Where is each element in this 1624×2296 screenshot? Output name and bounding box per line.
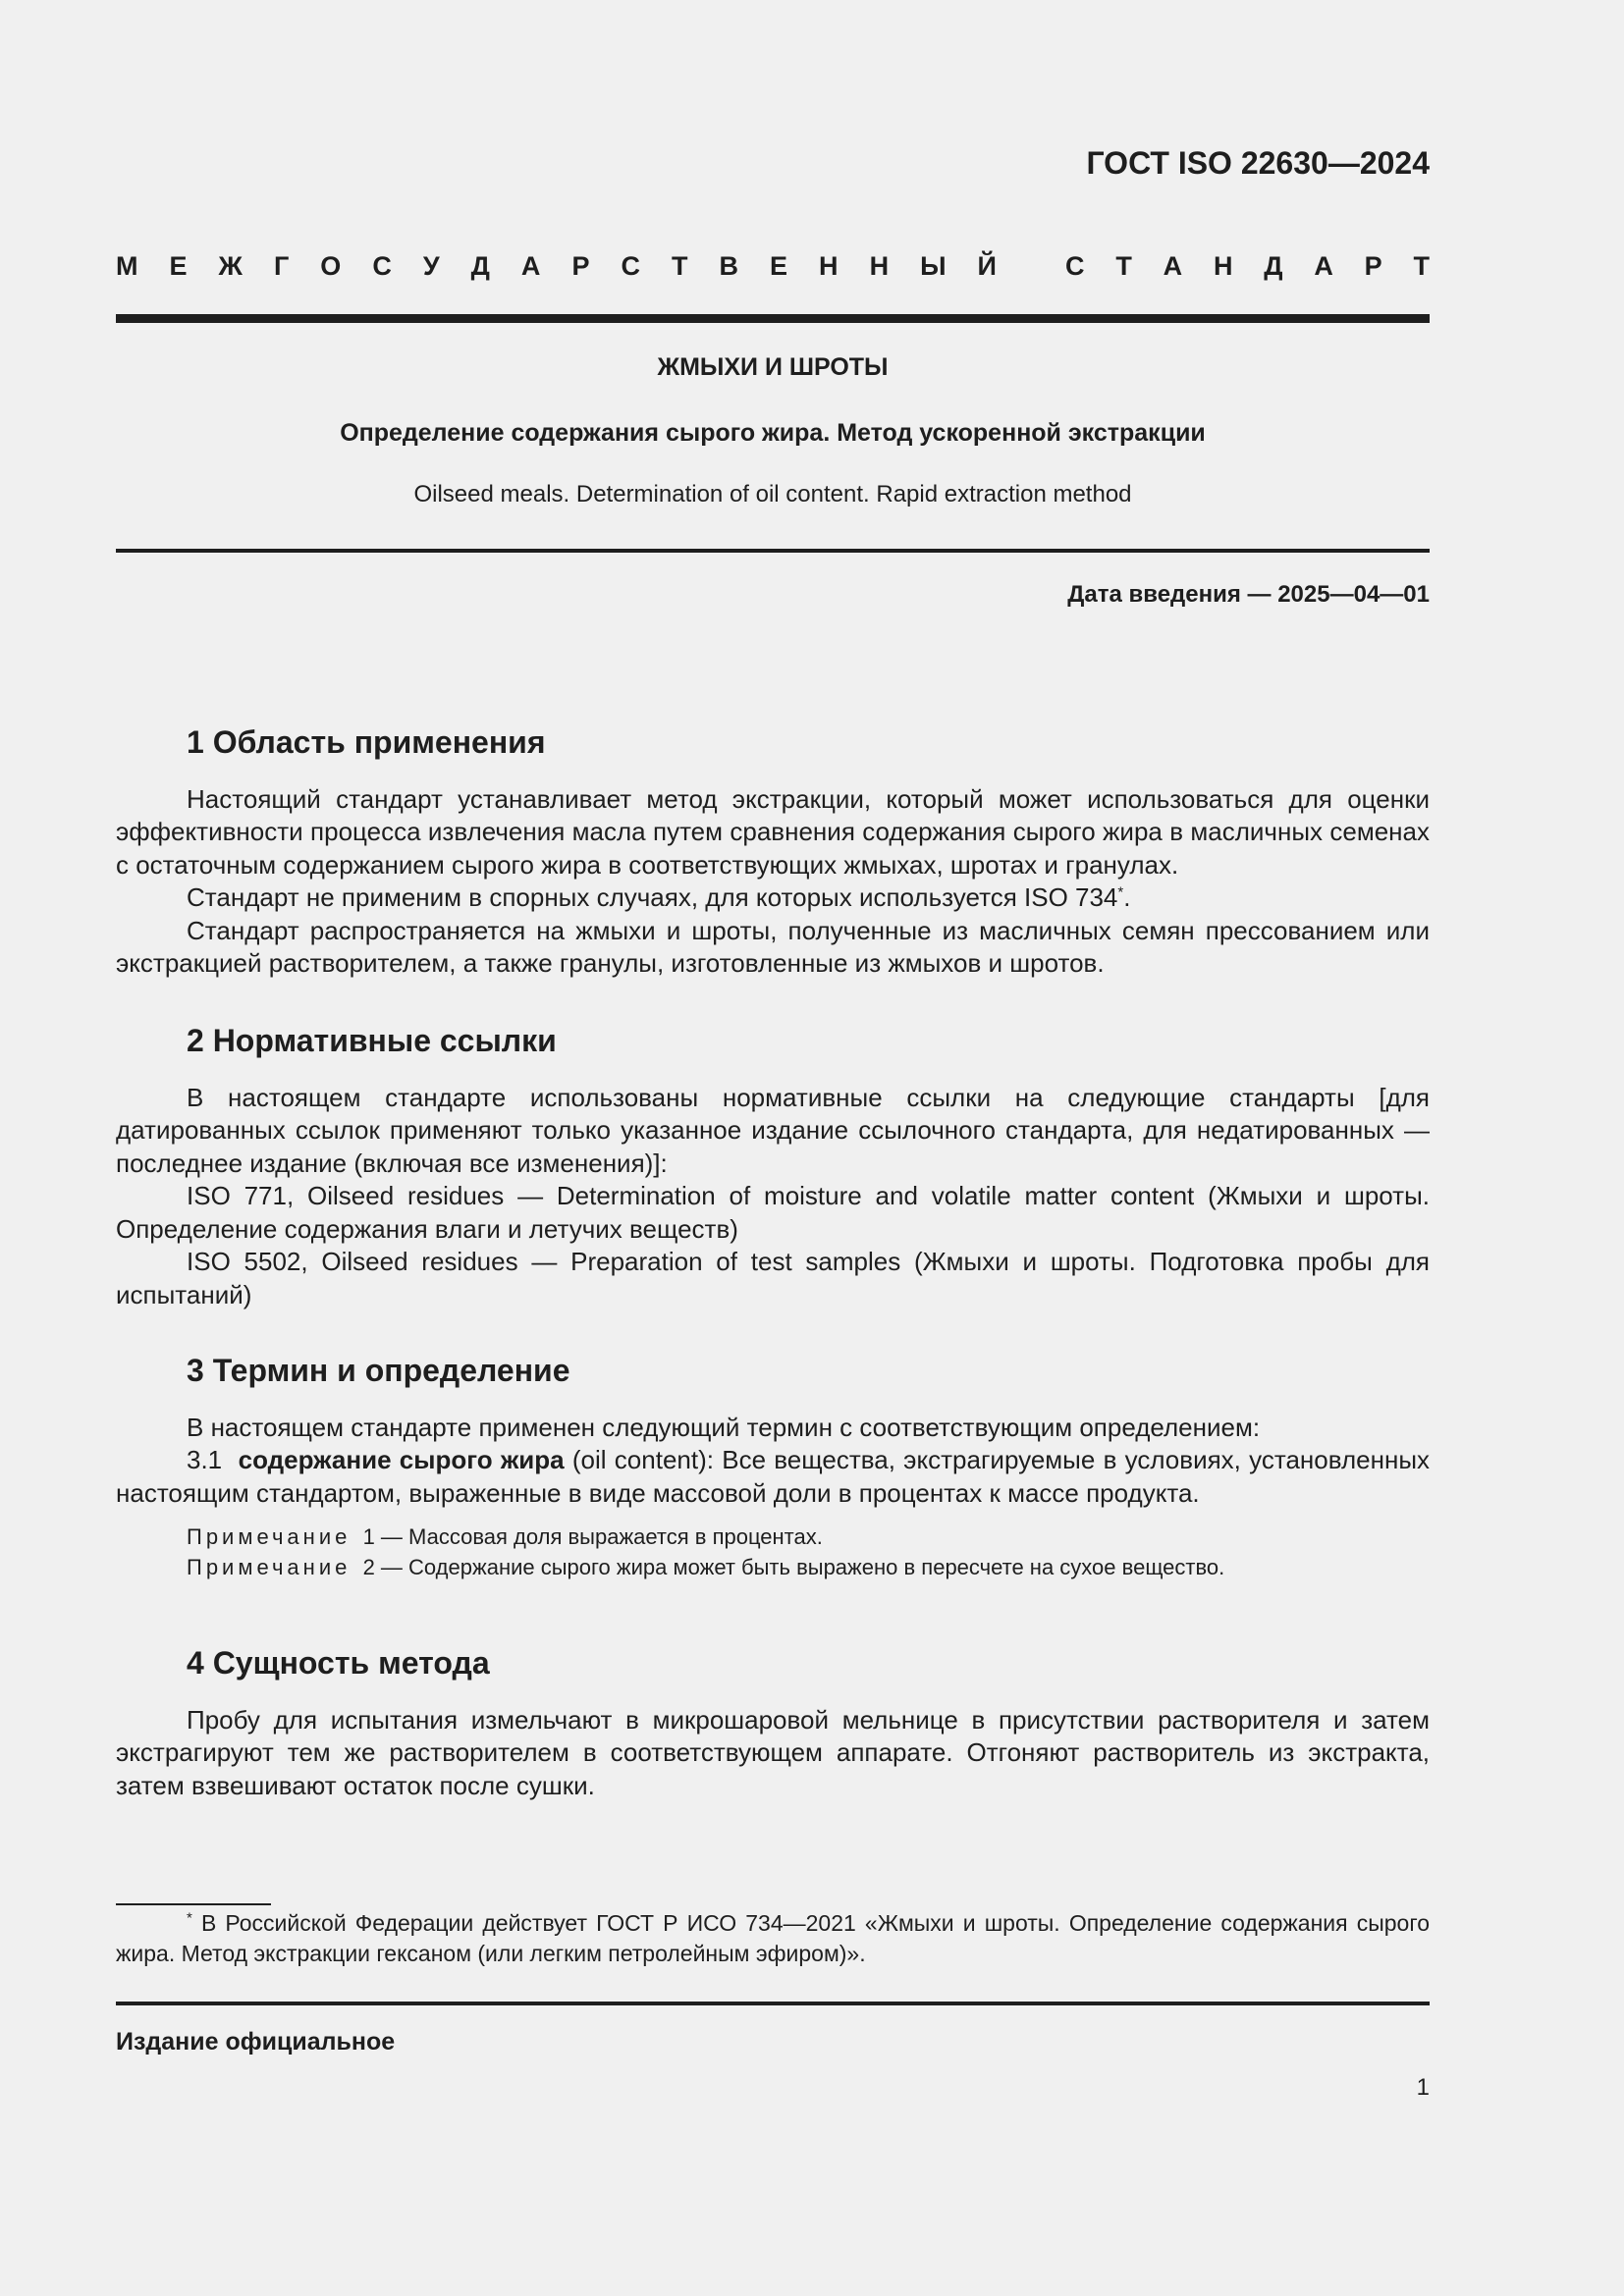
banner-letter: Н [869, 251, 890, 281]
footnote-marker: * [1117, 883, 1124, 901]
banner-word-interstate [116, 251, 997, 287]
banner-letter: А [1314, 251, 1333, 281]
document-title: ЖМЫХИ И ШРОТЫ [657, 353, 889, 381]
section-scope [116, 726, 1430, 981]
paragraph-end: . [1123, 882, 1131, 912]
reference-item: ISO 5502, Oilseed residues — Preparation of test samples (Жмыхи и шроты. Подготовка пробы для испытаний) [116, 1247, 1430, 1309]
definition [116, 1444, 1430, 1510]
banner-letter: Д [470, 251, 490, 281]
reference-item: ISO 771, Oilseed residues — Determination of moisture and volatile matter content (Жмыхи и шроты. Определение содержания влаги и летучих веществ) [116, 1181, 1430, 1244]
banner-letter: Т [1413, 251, 1430, 281]
banner-letter: М [116, 251, 138, 281]
note-text: 1 — Массовая доля выражается в процентах. [362, 1524, 823, 1549]
banner-letter: В [719, 251, 738, 281]
paragraph: Стандарт распространяется на жмыхи и шроты, полученные из масличных семян прессованием или экстракцией растворителем, а также гранулы, изготовленные из жмыхов и шротов. [116, 915, 1430, 978]
banner-letter: Н [1213, 251, 1233, 281]
definition-number: 3.1 [187, 1445, 223, 1474]
definition-term: содержание сырого жира [238, 1445, 565, 1474]
footer-divider [116, 2002, 1430, 2005]
banner-letter: А [520, 251, 541, 281]
banner-letter: Ж [218, 251, 243, 281]
section-heading: 4 Сущность метода [187, 1645, 490, 1681]
banner-letter: Н [819, 251, 839, 281]
document-subtitle: Определение содержания сырого жира. Метод ускоренной экстракции [340, 419, 1206, 447]
header-divider [116, 314, 1430, 323]
note-text: 2 — Содержание сырого жира может быть выражено в пересчете на сухое вещество. [362, 1555, 1225, 1579]
paragraph: В настоящем стандарте применен следующий термин с соответствующим определением: [187, 1412, 1261, 1442]
section-method-principle [116, 1647, 1430, 1802]
definition-text: (oil content): Все вещества, экстрагируемые в условиях, установленных настоящим стандартом, выраженные в виде массовой доли в процентах к массе продукта. [116, 1445, 1431, 1508]
banner-letter: С [621, 251, 640, 281]
banner-letter: С [372, 251, 392, 281]
banner-letter: Е [770, 251, 788, 281]
paragraph-text: Стандарт не применим в спорных случаях, для которых используется ISO 734 [187, 882, 1118, 912]
note-1 [116, 1522, 1430, 1552]
banner-letter: О [320, 251, 342, 281]
banner-letter: Т [1115, 251, 1132, 281]
banner-letter: Р [1364, 251, 1382, 281]
introduction-date: Дата введения — 2025—04—01 [1067, 581, 1430, 608]
note-label: Примечание [187, 1524, 352, 1549]
section-term-definition [116, 1355, 1430, 1582]
banner-letter: А [1163, 251, 1183, 281]
note-2 [116, 1552, 1430, 1582]
paragraph: В настоящем стандарте использованы нормативные ссылки на следующие стандарты [для датированных ссылок применяют только указанное издание ссылочного стандарта, для недатированных — последнее издание (включая все изменения)]: [116, 1082, 1430, 1178]
banner-letter: У [422, 251, 440, 281]
note-label: Примечание [187, 1555, 352, 1579]
footnote-text: В Российской Федерации действует ГОСТ Р ИСО 734—2021 «Жмыхи и шроты. Определение содержания сырого жира. Метод экстракции гексаном (или легким петролейным эфиром)». [116, 1910, 1430, 1966]
document-code: ГОСТ ISO 22630—2024 [1086, 145, 1430, 181]
edition-label: Издание официальное [116, 2028, 396, 2056]
footnote [116, 1908, 1430, 1969]
paragraph [116, 881, 1430, 915]
banner-letter: Й [977, 251, 997, 281]
paragraph: Пробу для испытания измельчают в микрошаровой мельнице в присутствии растворителя и затем экстрагируют тем же растворителем в соответствующем аппарате. Отгоняют растворитель из экстракта, затем взвешивают остаток после сушки. [116, 1704, 1430, 1800]
banner-letter: Р [571, 251, 590, 281]
page-number: 1 [1416, 2074, 1430, 2101]
section-heading: 3 Термин и определение [187, 1353, 570, 1388]
banner-letter: Е [169, 251, 188, 281]
section-normative-references [116, 1025, 1430, 1311]
section-heading: 2 Нормативные ссылки [187, 1023, 557, 1058]
footnote-divider [116, 1903, 271, 1905]
document-page [116, 0, 1430, 2296]
section-heading: 1 Область применения [187, 724, 546, 760]
english-title: Oilseed meals. Determination of oil content. Rapid extraction method [413, 481, 1132, 507]
banner-letter: Д [1264, 251, 1283, 281]
standard-type-banner [116, 251, 1430, 287]
title-divider [116, 549, 1430, 553]
footnote-marker: * [187, 1909, 192, 1927]
banner-letter: Г [273, 251, 290, 281]
banner-letter: Ы [920, 251, 947, 281]
banner-letter: Т [671, 251, 688, 281]
banner-word-standard [1065, 251, 1430, 287]
banner-letter: С [1065, 251, 1085, 281]
paragraph: Настоящий стандарт устанавливает метод экстракции, который может использоваться для оценки эффективности процесса извлечения масла путем сравнения содержания сырого жира в масличных семенах с остаточным содержанием сырого жира в соответствующих жмыхах, шротах и гранулах. [116, 783, 1430, 880]
